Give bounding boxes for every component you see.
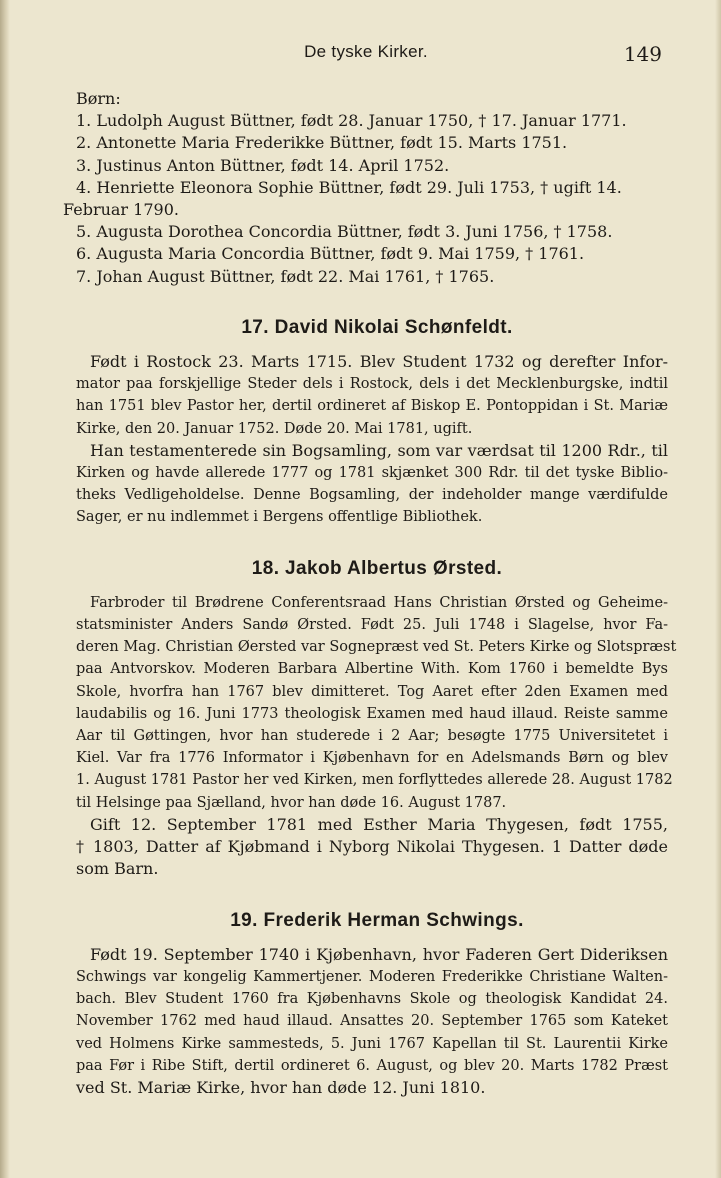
paragraph-line: Sager, er nu indlemmet i Bergens offentlige Bibliothek.: [76, 509, 483, 526]
paragraph-line: han 1751 blev Pastor her, dertil ordineret af Biskop E. Pontoppidan i St. Mariæ: [76, 398, 668, 415]
section-title-18: 18. Jakob Albertus Ørsted.: [251, 557, 503, 579]
paragraph-line: theks Vedligeholdelse. Denne Bogsamling, der indeholder mange værdifulde: [76, 487, 668, 504]
paragraph-line: Skole, hvorfra han 1767 blev dimitteret. Tog Aaret efter 2den Examen med: [76, 683, 668, 700]
children-heading: Børn:: [76, 89, 121, 108]
list-item: 3. Justinus Anton Büttner, født 14. April 1752.: [76, 155, 450, 175]
list-item: 5. Augusta Dorothea Concordia Büttner, født 3. Juni 1756, † 1758.: [76, 222, 613, 242]
list-item: 4. Henriette Eleonora Sophie Büttner, født 29. Juli 1753, † ugift 14.: [76, 177, 622, 197]
section-body-17: [76, 351, 668, 529]
running-title: De tyske Kirker.: [304, 42, 428, 61]
section-title-19: 19. Frederik Herman Schwings.: [230, 909, 524, 931]
paragraph-line: Aar til Gøttingen, hvor han studerede i 2 Aar; besøgte 1775 Universitetet i: [76, 728, 668, 745]
paragraph-line: statsminister Anders Sandø Ørsted. Født 25. Juli 1748 i Slagelse, hvor Fa-: [76, 617, 668, 634]
list-item-continuation: Februar 1790.: [63, 200, 179, 220]
paragraph-line: Kiel. Var fra 1776 Informator i Kjøbenhavn for en Adelsmands Børn og blev: [76, 750, 668, 767]
paragraph-line: paa Før i Ribe Stift, dertil ordineret 6. August, og blev 20. Marts 1782 Præst: [76, 1057, 668, 1074]
paragraph-line: som Barn.: [76, 859, 159, 879]
paragraph-line: Farbroder til Brødrene Conferentsraad Hans Christian Ørsted og Geheime-: [90, 594, 668, 611]
paragraph-line: til Helsinge paa Sjælland, hvor han døde 16. August 1787.: [76, 794, 507, 811]
section-body-18: [76, 592, 677, 881]
paragraph-line: Født 19. September 1740 i Kjøbenhavn, hvor Faderen Gert Dideriksen: [90, 944, 668, 964]
paragraph-line: ved St. Mariæ Kirke, hvor han døde 12. Juni 1810.: [76, 1077, 486, 1097]
section-body-19: [76, 944, 668, 1099]
paragraph-line: deren Mag. Christian Øersted var Sognepræst ved St. Peters Kirke og Slotspræst: [76, 639, 677, 656]
page-body: [63, 88, 677, 1099]
paragraph-line: laudabilis og 16. Juni 1773 theologisk Examen med haud illaud. Reiste samme: [76, 705, 668, 722]
list-item: 2. Antonette Maria Frederikke Büttner, født 15. Marts 1751.: [76, 133, 568, 153]
paragraph-line: † 1803, Datter af Kjøbmand i Nyborg Nikolai Thygesen. 1 Datter døde: [76, 837, 668, 857]
page-number: 149: [623, 42, 662, 66]
section-title-17: 17. David Nikolai Schønfeldt.: [241, 316, 513, 338]
list-item: 6. Augusta Maria Concordia Büttner, født 9. Mai 1759, † 1761.: [76, 244, 585, 264]
page-outer-edge: [715, 0, 721, 1178]
paragraph-line: Schwings var kongelig Kammertjener. Moderen Frederikke Christiane Walten-: [76, 968, 668, 985]
paragraph-line: paa Antvorskov. Moderen Barbara Albertine With. Kom 1760 i bemeldte Bys: [76, 661, 668, 678]
paragraph-line: Født i Rostock 23. Marts 1715. Blev Student 1732 og derefter Infor-: [90, 352, 668, 372]
paragraph-line: Kirke, den 20. Januar 1752. Døde 20. Mai 1781, ugift.: [76, 420, 473, 437]
list-item: 7. Johan August Büttner, født 22. Mai 1761, † 1765.: [76, 266, 495, 286]
paragraph-line: November 1762 med haud illaud. Ansattes 20. September 1765 som Kateket: [76, 1013, 668, 1030]
paragraph-line: Kirken og havde allerede 1777 og 1781 skjænket 300 Rdr. til det tyske Biblio-: [76, 465, 668, 482]
list-item: 1. Ludolph August Büttner, født 28. Januar 1750, † 17. Januar 1771.: [76, 111, 627, 131]
paragraph-line: Han testamenterede sin Bogsamling, som var værdsat til 1200 Rdr., til: [90, 440, 668, 460]
page-header: [70, 42, 662, 68]
page-binding-edge: [0, 0, 10, 1178]
paragraph-line: mator paa forskjellige Steder dels i Rostock, dels i det Mecklenburgske, indtil: [76, 376, 668, 393]
paragraph-line: bach. Blev Student 1760 fra Kjøbenhavns Skole og theologisk Kandidat 24.: [76, 991, 668, 1008]
paragraph-line: ved Holmens Kirke sammesteds, 5. Juni 1767 Kapellan til St. Laurentii Kirke: [76, 1035, 668, 1052]
children-list: [63, 88, 668, 288]
paragraph-line: Gift 12. September 1781 med Esther Maria Thygesen, født 1755,: [90, 814, 668, 834]
paragraph-line: 1. August 1781 Pastor her ved Kirken, men forflyttedes allerede 28. August 1782: [76, 772, 673, 789]
